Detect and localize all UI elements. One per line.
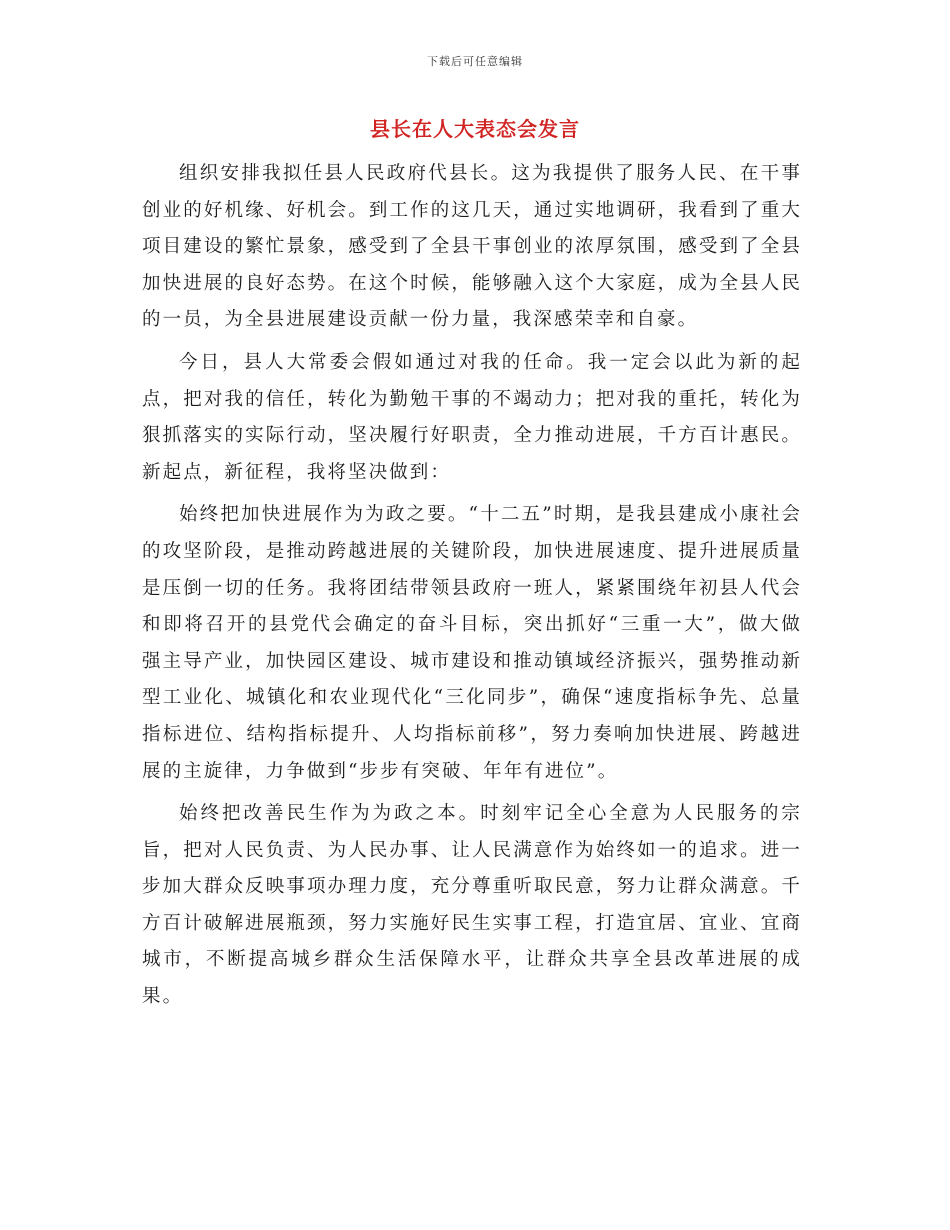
paragraph-1: 组织安排我拟任县人民政府代县长。这为我提供了服务人民、在干事创业的好机缘、好机会。到工作的这几天，通过实地调研，我看到了重大项目建设的繁忙景象，感受到了全县干事创业的浓厚氛围，感受到了全县加快进展的良好态势。在这个时候，能够融入这个大家庭，成为全县人民的一员，为全县进展建设贡献一份力量，我深感荣幸和自豪。 <box>142 163 802 331</box>
paragraph-3: 始终把加快进展作为为政之要。“十二五”时期，是我县建成小康社会的攻坚阶段，是推动跨越进展的关键阶段，加快进展速度、提升进展质量是压倒一切的任务。我将团结带领县政府一班人，紧紧围绕年初县人代会和即将召开的县党代会确定的奋斗目标，突出抓好“三重一大”，做大做强主导产业，加快园区建设、城市建设和推动镇域经济振兴，强势推动新型工业化、城镇化和农业现代化“三化同步”，确保“速度指标争先、总量指标进位、结构指标提升、人均指标前移”，努力奏响加快进展、跨越进展的主旋律，力争做到“步步有突破、年年有进位”。 <box>142 504 802 782</box>
paragraph-2: 今日，县人大常委会假如通过对我的任命。我一定会以此为新的起点，把对我的信任，转化为勤勉干事的不竭动力；把对我的重托，转化为狠抓落实的实际行动，坚决履行好职责，全力推动进展，千方百计惠民。新起点，新征程，我将坚决做到： <box>142 351 802 483</box>
document-body <box>142 156 802 1022</box>
document-title: 县长在人大表态会发言 <box>370 117 580 141</box>
header-note: 下载后可任意编辑 <box>427 55 523 68</box>
paragraph-4: 始终把改善民生作为为政之本。时刻牢记全心全意为人民服务的宗旨，把对人民负责、为人民办事、让人民满意作为始终如一的追求。进一步加大群众反映事项办理力度，充分尊重听取民意，努力让群众满意。千方百计破解进展瓶颈，努力实施好民生实事工程，打造宜居、宜业、宜商城市，不断提高城乡群众生活保障水平，让群众共享全县改革进展的成果。 <box>142 803 802 1008</box>
